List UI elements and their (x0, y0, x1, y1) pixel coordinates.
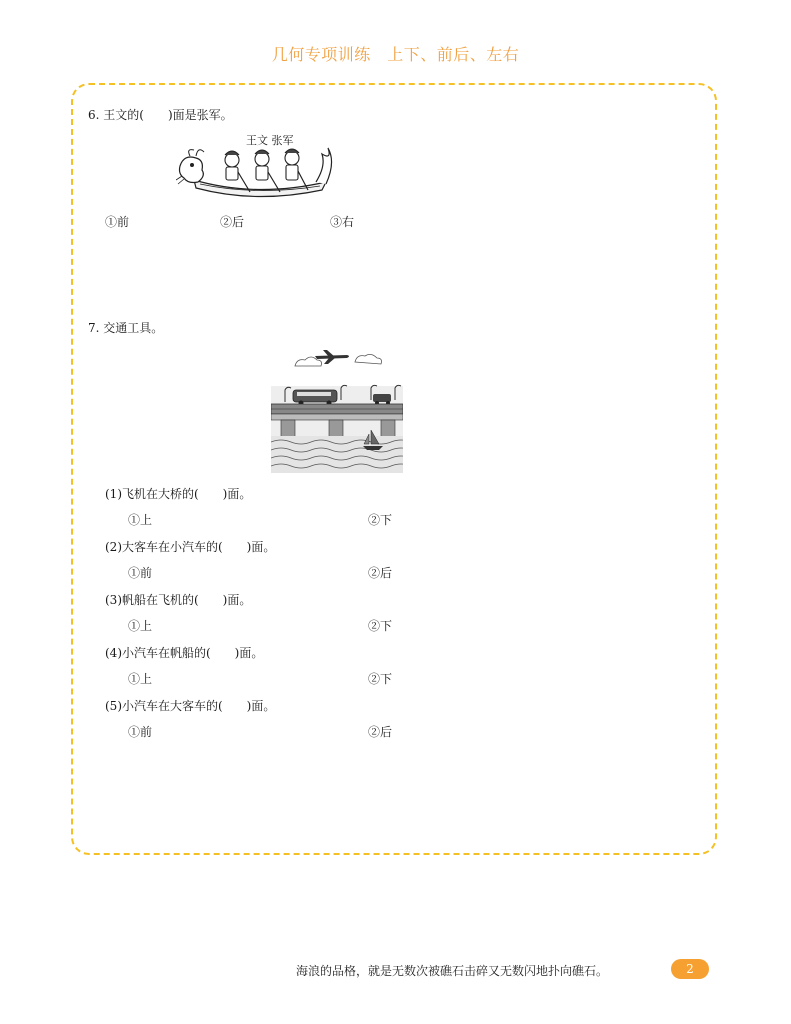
question-6-stem: 6. 王文的( )面是张军。 (88, 108, 233, 122)
q6-option-1[interactable]: ①前 (105, 215, 130, 229)
bridge-traffic-illustration (271, 346, 403, 473)
q7-sub-4-option-2[interactable]: ②下 (368, 672, 393, 686)
q7-sub-1-text: (1)飞机在大桥的( )面。 (105, 487, 252, 501)
q7-sub-5-option-1[interactable]: ①前 (128, 725, 153, 739)
q7-sub-5-text: (5)小汽车在大客车的( )面。 (105, 699, 276, 713)
q7-sub-1-option-1[interactable]: ①上 (128, 513, 153, 527)
q7-sub-4-text: (4)小汽车在帆船的( )面。 (105, 646, 264, 660)
question-7-stem: 7. 交通工具。 (88, 321, 164, 335)
page-number-badge: 2 (671, 959, 709, 979)
q7-sub-2-text: (2)大客车在小汽车的( )面。 (105, 540, 276, 554)
q7-sub-4-option-1[interactable]: ①上 (128, 672, 153, 686)
q7-sub-3-text: (3)帆船在飞机的( )面。 (105, 593, 252, 607)
q7-sub-1-option-2[interactable]: ②下 (368, 513, 393, 527)
q7-sub-3-option-1[interactable]: ①上 (128, 619, 153, 633)
picture-label: 王文 张军 (246, 134, 294, 147)
q7-sub-2-option-2[interactable]: ②后 (368, 566, 393, 580)
q6-option-2[interactable]: ②后 (220, 215, 245, 229)
dragon-boat-illustration (176, 132, 336, 204)
q7-sub-3-option-2[interactable]: ②下 (368, 619, 393, 633)
q7-sub-2-option-1[interactable]: ①前 (128, 566, 153, 580)
q6-option-3[interactable]: ③右 (330, 215, 355, 229)
page-header: 几何专项训练 上下、前后、左右 (271, 45, 520, 64)
footer-quote: 海浪的品格，就是无数次被礁石击碎又无数闪地扑向礁石。 (296, 964, 609, 978)
q7-sub-5-option-2[interactable]: ②后 (368, 725, 393, 739)
